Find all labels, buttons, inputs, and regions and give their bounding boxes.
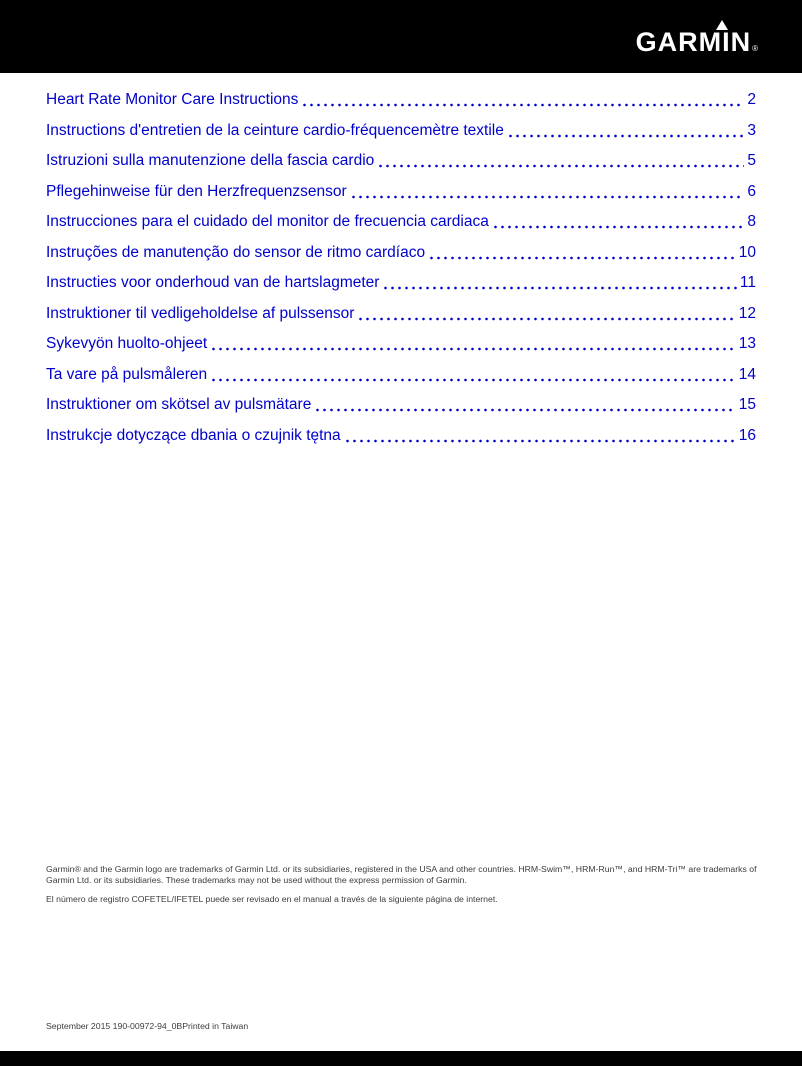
toc-entry[interactable] — [46, 121, 756, 141]
toc-entry-label[interactable]: Instruktioner om skötsel av pulsmätare — [46, 396, 312, 413]
toc-page-number[interactable]: 10 — [738, 243, 756, 261]
toc-page-number[interactable]: 14 — [738, 365, 756, 383]
toc-leader-dots — [210, 378, 736, 382]
toc-entry-label[interactable]: Instruktioner til vedligeholdelse af pulssensor — [46, 304, 355, 322]
toc-page-number[interactable]: 2 — [747, 91, 756, 108]
header-bar — [0, 0, 802, 73]
brand-text: GARMIN — [635, 26, 752, 57]
toc-leader-dots — [301, 103, 744, 107]
toc-leader-dots — [350, 195, 745, 199]
toc-page-number[interactable]: 16 — [738, 426, 756, 444]
toc-entry-label[interactable]: Instructies voor onderhoud van de hartslagmeter — [46, 274, 380, 291]
toc-entry-label[interactable]: Instructions d'entretien de la ceinture cardio-fréquencemètre textile — [46, 121, 504, 139]
toc-entry-label[interactable]: Ta vare på pulsmåleren — [46, 365, 208, 383]
toc-page-number[interactable]: 6 — [747, 182, 756, 200]
toc-entry-label[interactable]: Instruções de manutenção do sensor de ritmo cardíaco — [46, 243, 426, 261]
toc-leader-dots — [492, 225, 745, 229]
toc-leader-dots — [344, 439, 736, 443]
toc-entry[interactable] — [46, 182, 756, 202]
toc-page-number[interactable]: 12 — [738, 304, 756, 322]
toc-leader-dots — [507, 134, 745, 138]
toc-page-number[interactable]: 15 — [738, 396, 756, 413]
toc-page-number[interactable]: 11 — [739, 274, 756, 291]
toc-entry-label[interactable]: Istruzioni sulla manutenzione della fascia cardio — [46, 152, 375, 169]
toc-entry[interactable] — [46, 90, 756, 110]
toc-entry[interactable] — [46, 304, 756, 324]
registered-mark: ® — [752, 43, 758, 53]
garmin-logo — [636, 27, 758, 57]
cofetel-notice: El número de registro COFETEL/IFETEL puede ser revisado en el manual a través de la siguiente página de internet. — [46, 893, 498, 904]
toc-leader-dots — [428, 256, 736, 260]
toc-entry[interactable] — [46, 334, 756, 354]
toc-entry[interactable] — [46, 243, 756, 263]
legal-fine-print — [46, 864, 758, 912]
toc-leader-dots — [210, 347, 736, 351]
toc-entry-label[interactable]: Instrucciones para el cuidado del monitor de frecuencia cardiaca — [46, 213, 489, 230]
footer-bar — [0, 1051, 802, 1066]
toc-entry[interactable] — [46, 365, 756, 385]
toc-page-number[interactable]: 8 — [747, 213, 756, 230]
toc-leader-dots — [377, 164, 744, 168]
toc-entry[interactable] — [46, 212, 756, 232]
table-of-contents — [46, 90, 756, 456]
toc-entry-label[interactable]: Sykevyön huolto-ohjeet — [46, 335, 208, 352]
toc-page-number[interactable]: 13 — [738, 335, 756, 352]
toc-page-number[interactable]: 5 — [747, 152, 756, 169]
print-info: September 2015 190-00972-94_0BPrinted in Taiwan — [46, 1021, 249, 1031]
toc-leader-dots — [314, 408, 735, 412]
toc-entry[interactable] — [46, 426, 756, 446]
toc-entry[interactable] — [46, 395, 756, 415]
toc-entry-label[interactable]: Pflegehinweise für den Herzfrequenzsensor — [46, 182, 347, 200]
toc-leader-dots — [382, 286, 736, 290]
toc-leader-dots — [357, 317, 735, 321]
toc-entry-label[interactable]: Heart Rate Monitor Care Instructions — [46, 91, 299, 108]
toc-entry[interactable] — [46, 273, 756, 293]
toc-page-number[interactable]: 3 — [747, 121, 756, 139]
trademark-notice: Garmin® and the Garmin logo are trademarks of Garmin Ltd. or its subsidiaries, registered in the USA and other countries. HRM-Swim™, HRM-Run™, and HRM-Tri™ are trademarks of Garmin Ltd. or its subsidiaries. These trademarks may not be used without the express permission of Garmin. — [46, 864, 757, 886]
garmin-triangle-icon — [716, 20, 728, 30]
toc-entry-label[interactable]: Instrukcje dotyczące dbania o czujnik tętna — [46, 426, 341, 444]
toc-entry[interactable] — [46, 151, 756, 171]
